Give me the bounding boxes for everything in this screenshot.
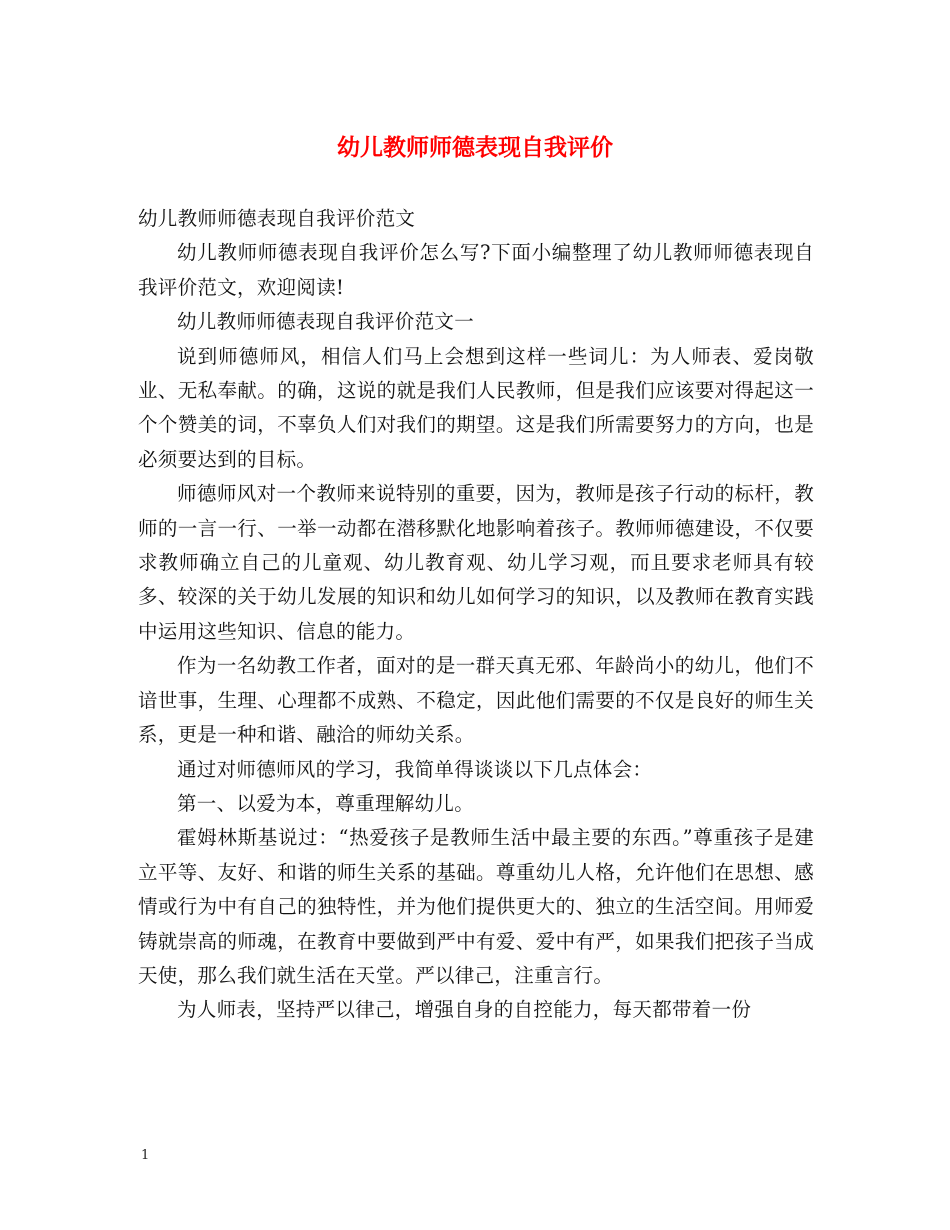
paragraph: 作为一名幼教工作者，面对的是一群天真无邪、年龄尚小的幼儿，他们不谙世事，生理、心理都不成熟、不稳定，因此他们需要的不仅是良好的师生关系，更是一种和谐、融洽的师幼关系。 (138, 654, 814, 747)
subtitle-line: 幼儿教师师德表现自我评价范文 (138, 207, 416, 230)
page-number: 1 (141, 1148, 150, 1163)
paragraph: 幼儿教师师德表现自我评价怎么写?下面小编整理了幼儿教师师德表现自我评价范文，欢迎阅读! (138, 241, 814, 299)
document-title: 幼儿教师师德表现自我评价 (337, 134, 613, 161)
point-heading: 第一、以爱为本，尊重理解幼儿。 (177, 791, 475, 815)
paragraph: 为人师表，坚持严以律己，增强自身的自控能力，每天都带着一份 (177, 998, 752, 1022)
paragraph: 师德师风对一个教师来说特别的重要，因为，教师是孩子行动的标杆，教师的一言一行、一举一动都在潜移默化地影响着孩子。教师师德建设，不仅要求教师确立自己的儿童观、幼儿教育观、幼儿学习观，而且要求老师具有较多、较深的关于幼儿发展的知识和幼儿如何学习的知识，以及教师在教育实践中运用这些知识、信息的能力。 (138, 482, 814, 643)
document-body (138, 202, 814, 1028)
paragraph: 霍姆林斯基说过：“热爱孩子是教师生活中最主要的东西。”尊重孩子是建立平等、友好、和谐的师生关系的基础。尊重幼儿人格，允许他们在思想、感情或行为中有自己的独特性，并为他们提供更大的、独立的生活空间。用师爱铸就崇高的师魂，在教育中要做到严中有爱、爱中有严，如果我们把孩子当成天使，那么我们就生活在天堂。严以律己，注重言行。 (138, 826, 814, 987)
paragraph: 说到师德师风，相信人们马上会想到这样一些词儿：为人师表、爱岗敬业、无私奉献。的确，这说的就是我们人民教师，但是我们应该要对得起这一个个赞美的词，不辜负人们对我们的期望。这是我们所需要努力的方向，也是必须要达到的目标。 (138, 344, 814, 471)
section-heading: 幼儿教师师德表现自我评价范文一 (177, 310, 475, 334)
paragraph: 通过对师德师风的学习，我简单得谈谈以下几点体会： (177, 757, 653, 781)
